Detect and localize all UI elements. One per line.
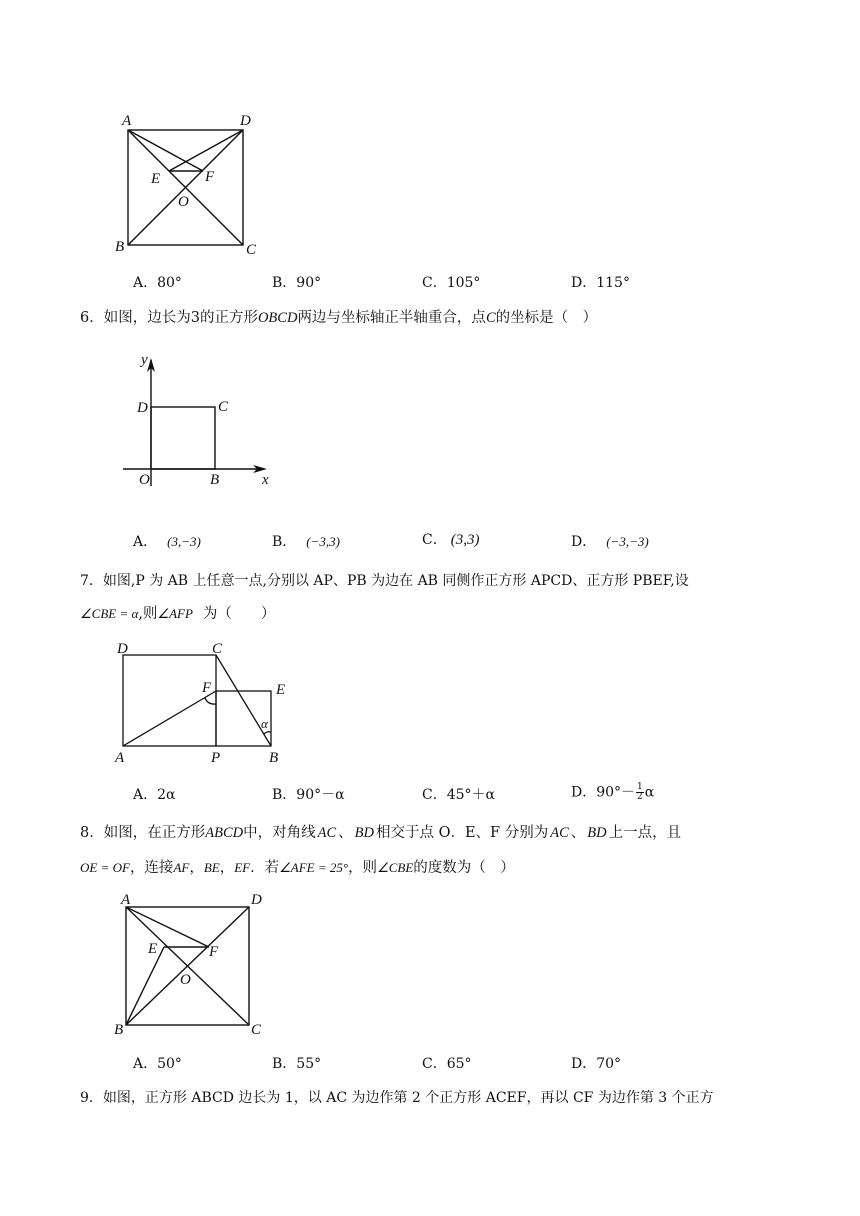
- q7-figure: [110, 638, 300, 766]
- q6-option-a-value: (3,−3): [167, 534, 201, 549]
- q6-option-c-value: (3,3): [450, 532, 480, 548]
- q8-figure: [105, 890, 275, 1040]
- q5-option-a: A．80°: [133, 275, 182, 291]
- q7-label-b: B: [269, 750, 279, 766]
- q7-option-a: A．2α: [133, 787, 176, 803]
- q8-label-e: E: [148, 941, 158, 957]
- q7-label-p: P: [211, 750, 221, 766]
- q5-figure: [105, 105, 275, 265]
- q8-stem-line1: 8．如图，在正方形ABCD中，对角线 AC 、 BD 相交于点 O．E、F 分别为 AC 、 BD 上一点，且: [80, 825, 682, 841]
- q7-label-f: F: [202, 680, 212, 696]
- q8-option-a: A．50°: [133, 1056, 182, 1072]
- q6-stem: 6．如图，边长为3的正方形OBCD两边与坐标轴正半轴重合，点C的坐标是（ ）: [80, 310, 598, 326]
- q8-label-b: B: [114, 1022, 124, 1038]
- q6-option-d: D． (−3,−3): [571, 534, 649, 550]
- q6-label-c: C: [218, 399, 229, 415]
- q6-option-a: A． (3,−3): [133, 534, 201, 550]
- q5-option-d: D．115°: [571, 275, 630, 291]
- q8-option-c: C．65°: [422, 1056, 472, 1072]
- q7-stem-line2: ∠CBE = α,则∠AFP 为（ ）: [80, 606, 276, 622]
- q8-label-a: A: [121, 892, 131, 908]
- q6-label-b: B: [210, 472, 220, 488]
- q6-figure: [115, 350, 280, 490]
- q5-label-a: A: [122, 113, 132, 129]
- q5-label-d: D: [240, 113, 251, 129]
- q9-stem-line1: 9．如图，正方形 ABCD 边长为 1，以 AC 为边作第 2 个正方形 ACEF，再以 CF 为边作第 3 个正方: [80, 1090, 714, 1106]
- q7-label-e: E: [276, 682, 286, 698]
- q7-stem-line1: 7．如图,P 为 AB 上任意一点,分别以 AP、PB 为边在 AB 同侧作正方形 APCD、正方形 PBEF,设: [80, 573, 689, 589]
- q7-option-d: D．90°－ $\frac{1}{2}$ α: [571, 782, 655, 802]
- q6-label-d: D: [137, 400, 148, 416]
- q7-label-c: C: [212, 641, 223, 657]
- q7-option-b: B．90°－α: [272, 787, 345, 803]
- q6-option-c: C． (3,3): [422, 532, 480, 548]
- q5-label-c: C: [246, 242, 257, 258]
- q6-option-b: B． (−3,3): [272, 534, 340, 550]
- q8-option-b: B．55°: [272, 1056, 322, 1072]
- q5-label-o: O: [178, 194, 189, 210]
- q7-option-c: C．45°＋α: [422, 787, 495, 803]
- q6-label-o: O: [139, 472, 150, 488]
- q8-label-d: D: [251, 892, 262, 908]
- q8-label-c: C: [251, 1022, 262, 1038]
- q7-label-d: D: [117, 641, 128, 657]
- q8-option-d: D．70°: [571, 1056, 622, 1072]
- q7-label-a: A: [115, 750, 125, 766]
- q8-label-f: F: [209, 944, 219, 960]
- q5-option-c: C．105°: [422, 275, 481, 291]
- q6-option-b-value: (−3,3): [306, 534, 340, 549]
- q5-label-b: B: [115, 239, 125, 255]
- q6-label-y: y: [141, 352, 148, 368]
- q5-label-f: F: [205, 169, 215, 185]
- q7-label-alpha: α: [261, 716, 268, 731]
- q6-label-x: x: [262, 472, 269, 488]
- q8-label-o: O: [180, 972, 191, 988]
- q5-option-b: B．90°: [272, 275, 322, 291]
- q7-option-d-fraction: $\frac{1}{2}$: [637, 782, 643, 802]
- q6-option-d-value: (−3,−3): [606, 534, 649, 549]
- q5-label-e: E: [151, 171, 161, 187]
- q8-stem-line2: OE = OF，连接AF，BE，EF．若∠AFE = 25°，则∠CBE的度数为（ ）: [80, 860, 515, 876]
